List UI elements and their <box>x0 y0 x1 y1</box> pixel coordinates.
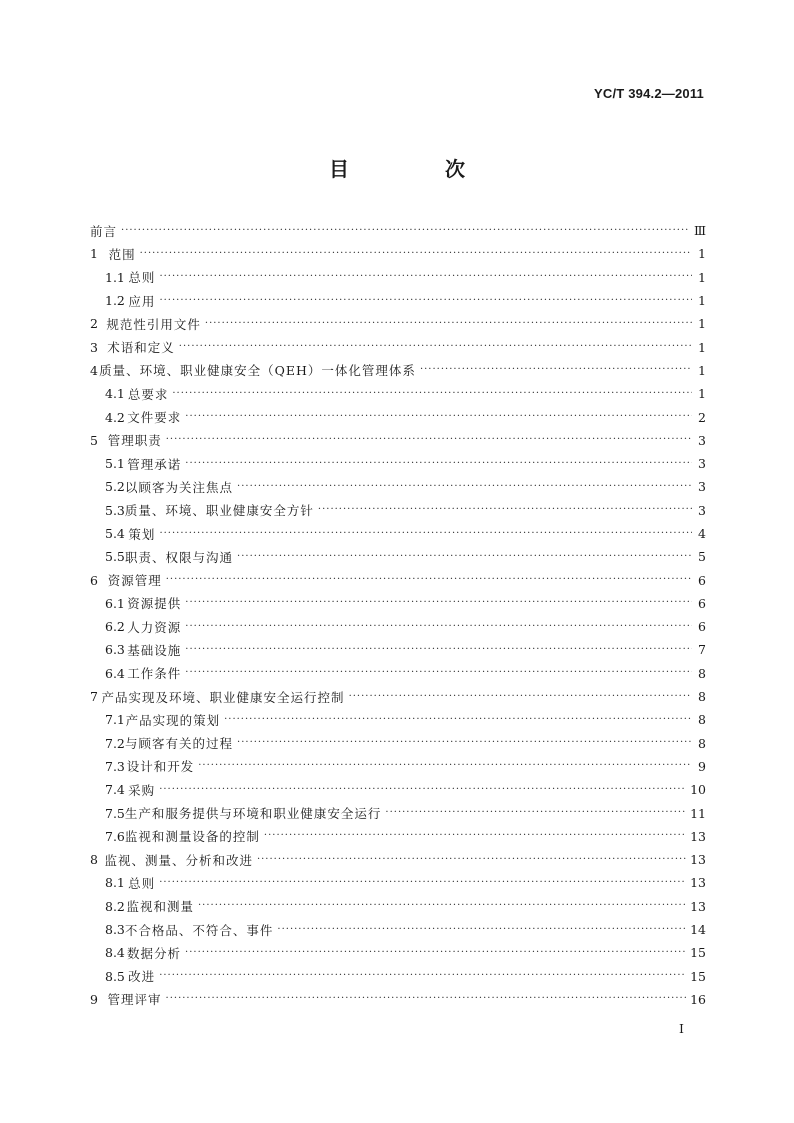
toc-entry-label: 工作条件 <box>127 666 182 682</box>
toc-leader-dots <box>185 645 692 655</box>
toc-entry-number: 9 <box>90 991 98 1007</box>
toc-leader-dots <box>198 761 692 771</box>
toc-entry-label: 以顾客为关注焦点 <box>125 479 234 495</box>
toc-leader-dots <box>159 296 692 306</box>
toc-entry-page: 6 <box>698 619 706 635</box>
toc-entry-label: 应用 <box>128 293 156 309</box>
toc-entry-number: 8.3 <box>105 922 125 938</box>
toc-entry-page: 13 <box>690 875 706 891</box>
toc-leader-dots <box>264 831 686 841</box>
toc-entry-label: 生产和服务提供与环境和职业健康安全运行 <box>124 806 382 822</box>
toc-entry-label: 监视和测量设备的控制 <box>124 829 260 845</box>
toc-leader-dots <box>121 226 690 236</box>
toc-entry[interactable] <box>90 871 706 894</box>
toc-leader-dots <box>257 855 686 865</box>
toc-entry[interactable] <box>90 685 706 708</box>
toc-entry[interactable] <box>90 429 706 452</box>
toc-entry-number: 7.3 <box>105 758 125 774</box>
toc-entry[interactable] <box>90 848 706 871</box>
table-of-contents <box>90 219 706 1011</box>
toc-entry-page: 1 <box>698 316 706 332</box>
toc-entry[interactable] <box>90 638 706 661</box>
toc-entry-page: 7 <box>698 642 706 658</box>
toc-entry-label: 资源提供 <box>127 596 182 612</box>
toc-entry-page: 6 <box>698 572 706 588</box>
toc-entry[interactable] <box>90 708 706 731</box>
toc-leader-dots <box>185 598 692 608</box>
toc-entry[interactable] <box>90 988 706 1011</box>
toc-entry-label: 质量、环境、职业健康安全（QEH）一体化管理体系 <box>99 363 416 379</box>
toc-entry-label: 监视、测量、分析和改进 <box>104 852 253 868</box>
toc-leader-dots <box>385 808 686 818</box>
toc-entry-page: 1 <box>698 269 706 285</box>
toc-entry-number: 8.1 <box>105 875 125 891</box>
toc-entry-label: 数据分析 <box>127 945 182 961</box>
toc-entry-number: 3 <box>90 339 98 355</box>
toc-entry-page: 14 <box>690 922 706 938</box>
toc-entry-label: 质量、环境、职业健康安全方针 <box>124 503 314 519</box>
toc-entry[interactable] <box>90 382 706 405</box>
toc-entry[interactable] <box>90 266 706 289</box>
toc-entry-number: 4.1 <box>105 386 125 402</box>
toc-leader-dots <box>159 529 692 539</box>
toc-entry-number: 5.1 <box>105 456 125 472</box>
toc-entry-label: 产品实现及环境、职业健康安全运行控制 <box>101 689 345 705</box>
toc-entry[interactable] <box>90 615 706 638</box>
toc-entry-label: 总则 <box>128 270 156 286</box>
toc-entry-label: 总则 <box>128 875 156 891</box>
toc-entry-label: 采购 <box>128 782 156 798</box>
toc-entry[interactable] <box>90 335 706 358</box>
toc-entry[interactable] <box>90 405 706 428</box>
toc-entry-number: 7.4 <box>105 782 125 798</box>
toc-entry-page: 5 <box>698 549 706 565</box>
toc-entry-page: 13 <box>690 852 706 868</box>
toc-entry-number: 6 <box>90 572 98 588</box>
toc-entry-number: 8.2 <box>105 898 125 914</box>
toc-entry-page: 1 <box>698 246 706 262</box>
toc-entry-number: 8.5 <box>105 968 125 984</box>
toc-entry[interactable] <box>90 592 706 615</box>
toc-leader-dots <box>159 785 686 795</box>
toc-entry[interactable] <box>90 359 706 382</box>
toc-entry-page: 16 <box>690 991 706 1007</box>
toc-entry-label: 策划 <box>128 526 156 542</box>
toc-entry-page: 9 <box>698 758 706 774</box>
toc-leader-dots <box>179 342 692 352</box>
toc-leader-dots <box>205 319 692 329</box>
toc-leader-dots <box>198 901 686 911</box>
toc-entry-number: 1.1 <box>105 269 125 285</box>
toc-leader-dots <box>318 505 692 515</box>
toc-leader-dots <box>172 389 692 399</box>
toc-leader-dots <box>185 668 692 678</box>
toc-entry-number: 5.5 <box>105 549 125 565</box>
toc-entry[interactable] <box>90 732 706 755</box>
toc-leader-dots <box>420 365 692 375</box>
toc-leader-dots <box>185 412 692 422</box>
toc-entry-number: 7.2 <box>105 735 125 751</box>
toc-leader-dots <box>159 272 692 282</box>
toc-entry-page: 3 <box>698 432 706 448</box>
toc-entry-label: 总要求 <box>127 386 169 402</box>
toc-entry-page: 10 <box>690 782 706 798</box>
toc-entry-label: 监视和测量 <box>126 899 194 915</box>
toc-entry[interactable] <box>90 801 706 824</box>
toc-entry-page: 13 <box>690 828 706 844</box>
toc-entry-page: 1 <box>698 339 706 355</box>
toc-entry-label: 范围 <box>108 246 136 262</box>
toc-entry[interactable] <box>90 522 706 545</box>
toc-leader-dots <box>166 994 687 1004</box>
toc-entry-number: 6.2 <box>105 619 125 635</box>
toc-leader-dots <box>159 878 686 888</box>
toc-leader-dots <box>140 249 692 259</box>
toc-entry-page: 8 <box>698 712 706 728</box>
toc-leader-dots <box>166 435 692 445</box>
toc-entry-number: 5.2 <box>105 479 125 495</box>
toc-entry-number: 4 <box>90 362 98 378</box>
toc-leader-dots <box>185 622 692 632</box>
toc-entry-number: 6.1 <box>105 595 125 611</box>
toc-entry-page: 1 <box>698 386 706 402</box>
toc-entry-number: 7.5 <box>105 805 125 821</box>
toc-leader-dots <box>237 482 692 492</box>
toc-entry[interactable] <box>90 895 706 918</box>
toc-leader-dots <box>349 692 692 702</box>
toc-entry-page: 8 <box>698 735 706 751</box>
toc-entry-page: 1 <box>698 362 706 378</box>
toc-entry-label: 人力资源 <box>127 619 182 635</box>
toc-entry-number: 2 <box>90 316 98 332</box>
toc-entry-page: 8 <box>698 665 706 681</box>
toc-entry[interactable] <box>90 499 706 522</box>
standard-number: YC/T 394.2—2011 <box>594 86 704 101</box>
toc-entry-page: 6 <box>698 595 706 611</box>
toc-entry-page: 15 <box>690 968 706 984</box>
toc-leader-dots <box>237 738 692 748</box>
toc-entry-label: 基础设施 <box>127 642 182 658</box>
toc-entry[interactable] <box>90 568 706 591</box>
toc-entry-label: 规范性引用文件 <box>106 316 201 332</box>
toc-entry-number: 8.4 <box>105 945 125 961</box>
toc-leader-dots <box>224 715 692 725</box>
toc-entry-label: 管理职责 <box>107 433 162 449</box>
toc-entry-label: 不合格品、不符合、事件 <box>124 922 274 938</box>
toc-entry[interactable] <box>90 662 706 685</box>
toc-entry-number: 5.4 <box>105 526 125 541</box>
toc-entry-number: 6.4 <box>105 665 125 681</box>
toc-entry[interactable] <box>90 918 706 941</box>
toc-entry-label: 改进 <box>128 969 156 985</box>
toc-leader-dots <box>166 575 692 585</box>
toc-leader-dots <box>277 925 686 935</box>
toc-entry[interactable] <box>90 452 706 475</box>
toc-leader-dots <box>185 459 692 469</box>
toc-entry[interactable] <box>90 242 706 265</box>
toc-entry[interactable] <box>90 219 706 242</box>
toc-entry-page: 3 <box>698 502 706 518</box>
toc-entry-number: 7 <box>90 689 98 705</box>
toc-entry[interactable] <box>90 825 706 848</box>
toc-entry-page: 3 <box>698 479 706 495</box>
toc-entry-label: 与顾客有关的过程 <box>125 736 234 752</box>
toc-entry-label: 产品实现的策划 <box>125 712 221 728</box>
toc-entry-page: Ⅲ <box>693 223 706 239</box>
toc-entry-page: 1 <box>698 293 706 309</box>
toc-entry-page: 8 <box>698 689 706 705</box>
toc-entry-number: 6.3 <box>105 642 125 658</box>
toc-entry[interactable] <box>90 755 706 778</box>
toc-entry-label: 管理评审 <box>107 992 162 1008</box>
toc-leader-dots <box>185 948 686 958</box>
toc-entry[interactable] <box>90 312 706 335</box>
toc-entry[interactable] <box>90 545 706 568</box>
toc-entry-number: 1.2 <box>105 293 125 309</box>
toc-leader-dots <box>159 971 686 981</box>
toc-entry-page: 11 <box>690 805 706 821</box>
toc-entry[interactable] <box>90 965 706 988</box>
toc-entry-number: 7.1 <box>105 712 125 728</box>
toc-entry-label: 术语和定义 <box>107 340 175 356</box>
toc-entry-page: 13 <box>690 898 706 914</box>
page-title: 目 次 <box>329 157 503 181</box>
toc-entry-number: 8 <box>90 852 98 868</box>
toc-entry-number: 5 <box>90 432 98 448</box>
toc-entry-page: 3 <box>698 456 706 472</box>
toc-entry[interactable] <box>90 475 706 498</box>
toc-entry-label: 资源管理 <box>107 573 162 589</box>
toc-leader-dots <box>237 552 692 562</box>
toc-entry[interactable] <box>90 941 706 964</box>
toc-entry-number: 5.3 <box>105 502 125 518</box>
toc-entry-label: 前言 <box>90 223 118 239</box>
toc-entry-page: 2 <box>698 409 706 425</box>
toc-entry-label: 职责、权限与沟通 <box>125 549 234 565</box>
toc-entry-page: 15 <box>690 945 706 961</box>
toc-entry[interactable] <box>90 778 706 801</box>
page-number: I <box>679 1021 684 1036</box>
toc-entry-label: 设计和开发 <box>126 759 195 775</box>
toc-entry-number: 4.2 <box>105 409 125 425</box>
toc-entry-number: 1 <box>90 246 98 262</box>
toc-entry-number: 7.6 <box>105 828 125 844</box>
toc-entry-label: 管理承诺 <box>127 456 182 472</box>
toc-entry[interactable] <box>90 289 706 312</box>
toc-entry-page: 4 <box>698 526 706 541</box>
toc-entry-label: 文件要求 <box>127 410 182 426</box>
